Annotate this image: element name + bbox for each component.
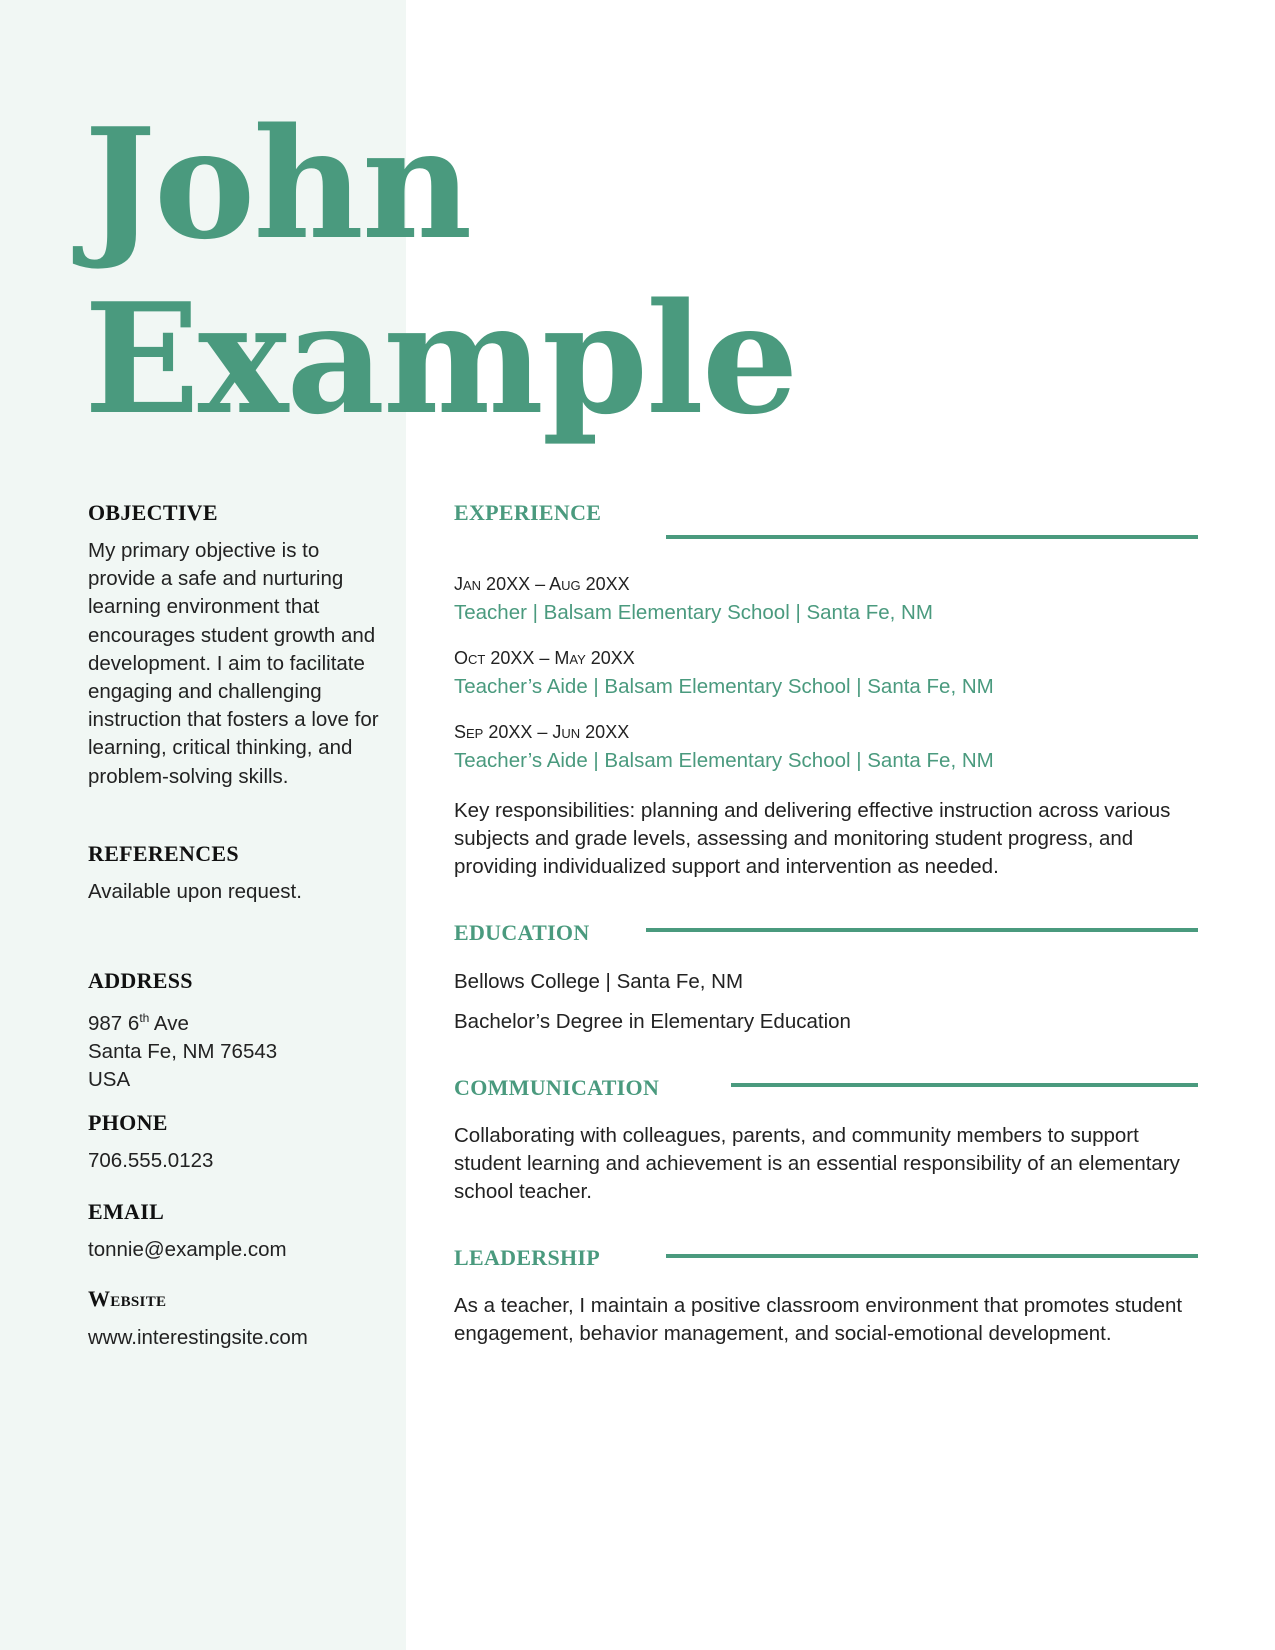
address-heading: ADDRESS	[88, 968, 193, 993]
email-link[interactable]: tonnie@example.com	[88, 1238, 287, 1261]
communication-rule	[731, 1083, 1198, 1087]
name-first: John	[84, 94, 471, 273]
experience-heading: EXPERIENCE	[454, 500, 602, 525]
education-rule	[646, 928, 1198, 932]
job-2-dates: Oct 20XX – May 20XX	[454, 648, 635, 668]
education-school: Bellows College | Santa Fe, NM	[454, 970, 744, 993]
objective-heading: OBJECTIVE	[88, 500, 218, 525]
education-heading: EDUCATION	[454, 920, 590, 945]
job-3-dates: Sep 20XX – Jun 20XX	[454, 722, 630, 742]
phone-heading: PHONE	[88, 1110, 168, 1135]
address-block	[88, 1004, 388, 1094]
experience-rule	[666, 535, 1198, 539]
leadership-text: As a teacher, I maintain a positive classroom environment that promotes student engagement, behavior management, and social-emotional development.	[454, 1294, 1183, 1346]
website-heading: Website	[88, 1286, 167, 1311]
phone-text: 706.555.0123	[88, 1149, 214, 1172]
education-degree: Bachelor’s Degree in Elementary Education	[454, 1010, 851, 1033]
communication-heading: COMMUNICATION	[454, 1075, 660, 1100]
job-1-dates: Jan 20XX – Aug 20XX	[454, 574, 630, 594]
address-street-number: 987 6	[88, 1011, 140, 1035]
references-heading: REFERENCES	[88, 841, 239, 866]
leadership-heading: LEADERSHIP	[454, 1245, 601, 1270]
communication-text: Collaborating with colleagues, parents, and community members to support student learning and achievement is an essential responsibility of an elementary school teacher.	[454, 1124, 1180, 1204]
leadership-rule	[666, 1254, 1198, 1258]
job-2-role: Teacher’s Aide | Balsam Elementary School | Santa Fe, NM	[454, 675, 994, 698]
address-street-suffix: th	[139, 1011, 150, 1025]
website-link[interactable]: www.interestingsite.com	[88, 1326, 308, 1349]
references-text: Available upon request.	[88, 880, 302, 903]
job-1-role: Teacher | Balsam Elementary School | Santa Fe, NM	[454, 601, 933, 624]
name-last: Example	[84, 269, 797, 448]
address-street-name: Ave	[149, 1011, 189, 1035]
experience-summary: Key responsibilities: planning and delivering effective instruction across various subjects and grade levels, assessing and monitoring student progress, and providing individualized support and intervention as needed.	[454, 799, 1171, 879]
address-street	[88, 1004, 388, 1038]
email-heading: EMAIL	[88, 1199, 165, 1224]
address-country: USA	[88, 1068, 131, 1092]
job-3-role: Teacher’s Aide | Balsam Elementary School | Santa Fe, NM	[454, 749, 994, 772]
address-city: Santa Fe, NM 76543	[88, 1040, 278, 1064]
objective-text: My primary objective is to provide a safe and nurturing learning environment that encourages student growth and development. I aim to facilitate engaging and challenging instruction that fosters a love for learning, critical thinking, and problem-solving skills.	[88, 539, 379, 788]
